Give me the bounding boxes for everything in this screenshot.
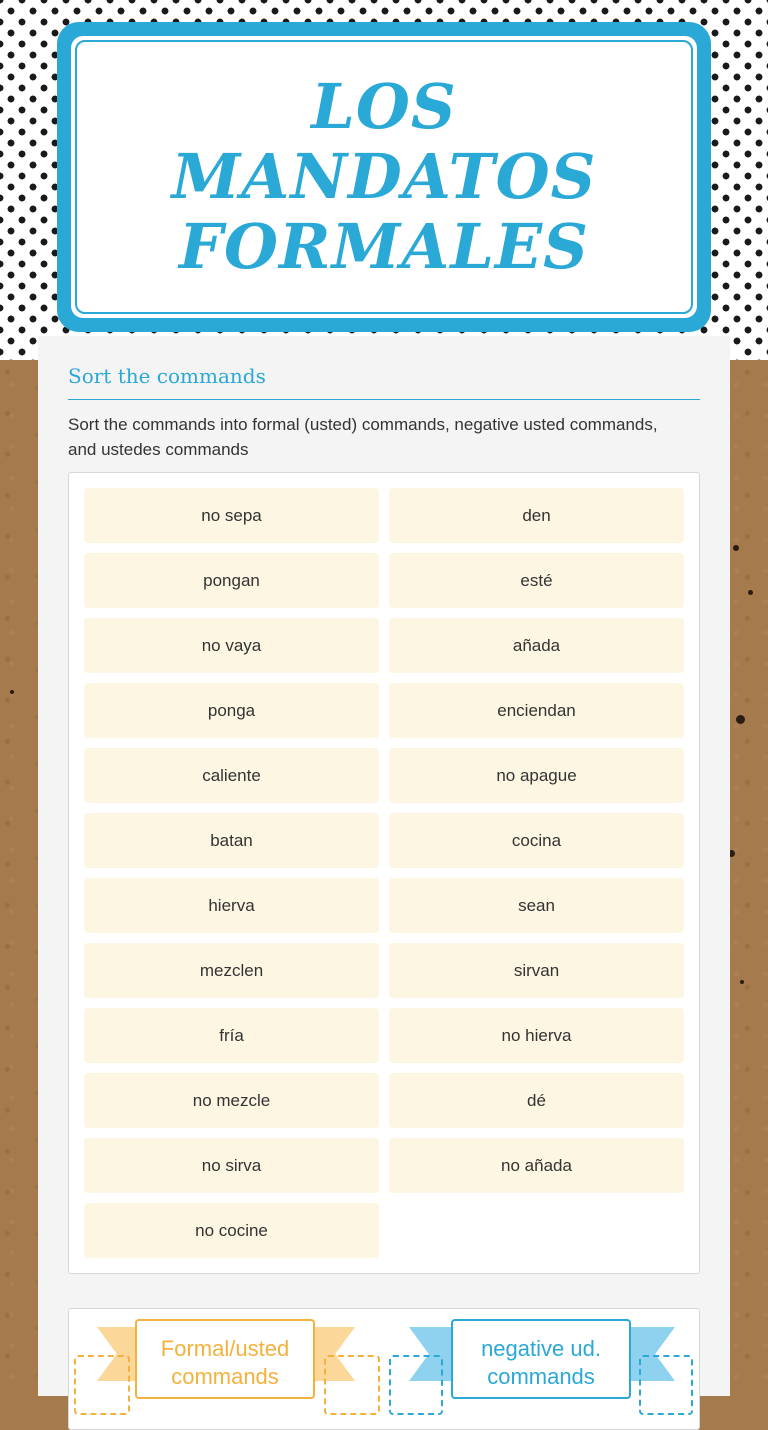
draggable-item[interactable]: no sepa <box>84 488 379 543</box>
draggable-item[interactable]: den <box>389 488 684 543</box>
category-label-negative: negative ud. commands <box>451 1319 631 1399</box>
title-card <box>57 22 711 332</box>
drop-zone-negative[interactable] <box>639 1355 693 1415</box>
draggable-item[interactable]: caliente <box>84 748 379 803</box>
drop-zone-negative[interactable] <box>389 1355 443 1415</box>
draggable-item[interactable]: fría <box>84 1008 379 1063</box>
speck <box>740 980 744 984</box>
category-drop-area <box>68 1308 700 1430</box>
draggable-item[interactable]: ponga <box>84 683 379 738</box>
instructions-text: Sort the commands into formal (usted) commands, negative usted commands, and ustedes commands <box>68 415 658 459</box>
speck <box>733 545 739 551</box>
drop-zone-formal[interactable] <box>74 1355 130 1415</box>
draggable-item[interactable]: enciendan <box>389 683 684 738</box>
section-heading: Sort the commands <box>68 364 700 400</box>
draggable-item[interactable]: no apague <box>389 748 684 803</box>
speck <box>736 715 745 724</box>
draggable-item[interactable]: no vaya <box>84 618 379 673</box>
draggable-item[interactable]: sean <box>389 878 684 933</box>
draggable-item[interactable]: no cocine <box>84 1203 379 1258</box>
items-container <box>68 472 700 1274</box>
draggable-item[interactable]: no añada <box>389 1138 684 1193</box>
draggable-item[interactable]: pongan <box>84 553 379 608</box>
draggable-item[interactable]: esté <box>389 553 684 608</box>
draggable-item[interactable]: mezclen <box>84 943 379 998</box>
title-card-inner <box>71 36 697 318</box>
draggable-item[interactable]: hierva <box>84 878 379 933</box>
draggable-item[interactable]: no sirva <box>84 1138 379 1193</box>
worksheet-panel <box>38 336 730 1396</box>
title-card-border <box>75 40 693 314</box>
category-label-formal: Formal/usted commands <box>135 1319 315 1399</box>
drop-zone-formal[interactable] <box>324 1355 380 1415</box>
speck <box>10 690 14 694</box>
draggable-item[interactable]: cocina <box>389 813 684 868</box>
draggable-item[interactable]: batan <box>84 813 379 868</box>
draggable-item[interactable]: añada <box>389 618 684 673</box>
draggable-item[interactable]: no mezcle <box>84 1073 379 1128</box>
draggable-item[interactable]: no hierva <box>389 1008 684 1063</box>
draggable-item[interactable]: sirvan <box>389 943 684 998</box>
speck <box>748 590 753 595</box>
draggable-item[interactable]: dé <box>389 1073 684 1128</box>
page-title: LOS MANDATOS FORMALES <box>171 70 597 283</box>
